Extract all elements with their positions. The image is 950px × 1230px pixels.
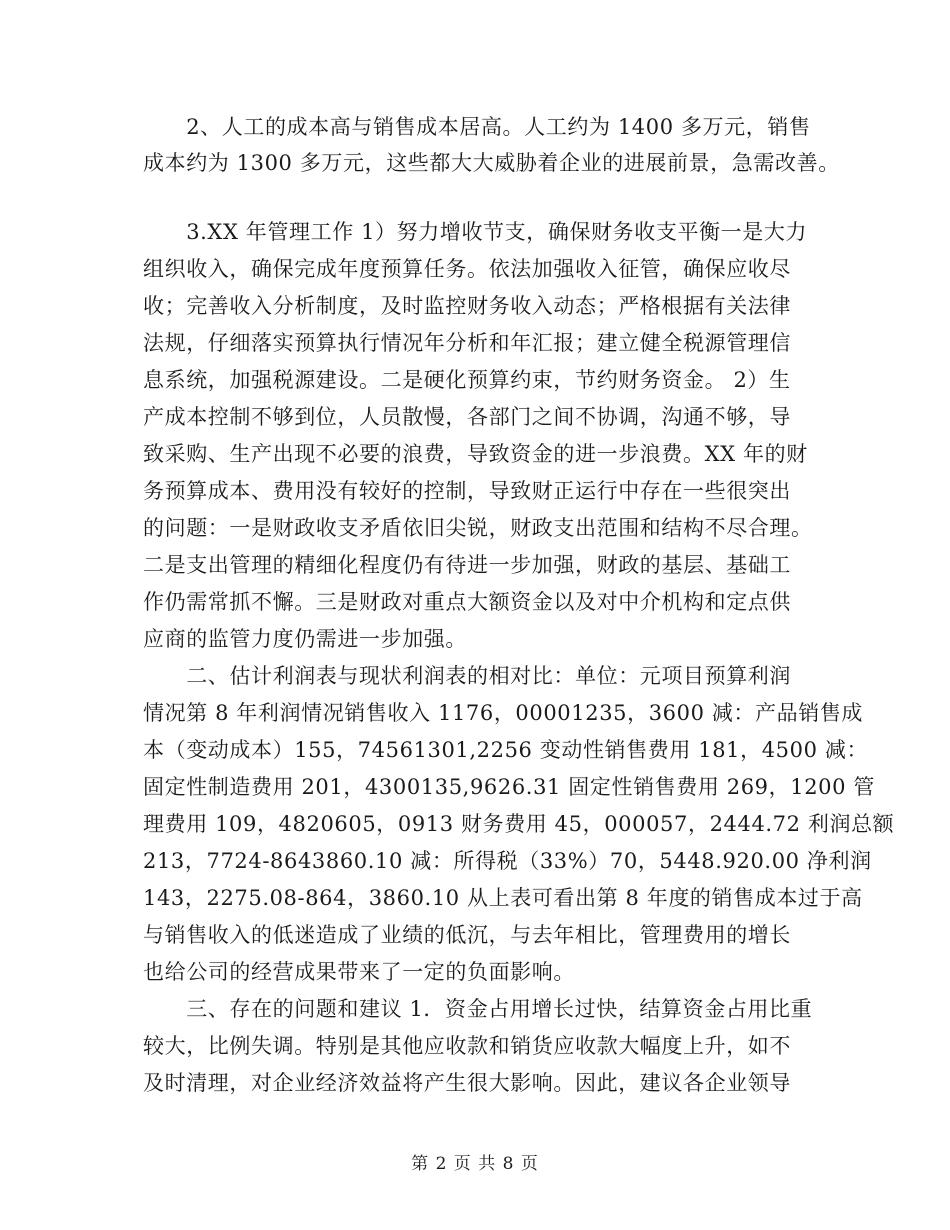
text-line: 情况第 8 年利润情况销售收入 1176，00001235，3600 减：产品销售成 <box>143 701 864 725</box>
text-line: 213，7724-8643860.10 减：所得税（33%）70，5448.920.00 净利润 <box>143 849 872 873</box>
text-line: 143，2275.08-864，3860.10 从上表可看出第 8 年度的销售成本过于高 <box>143 886 863 910</box>
text-line: 作仍需常抓不懈。三是财政对重点大额资金以及对中介机构和定点供 <box>143 590 791 614</box>
text-line: 产成本控制不够到位，人员散慢，各部门之间不协调，沟通不够，导 <box>143 405 791 429</box>
text-line: 与销售收入的低迷造成了业绩的低沉，与去年相比，管理费用的增长 <box>143 923 791 947</box>
text-line: 较大，比例失调。特别是其他应收款和销货应收款大幅度上升，如不 <box>143 1034 791 1058</box>
text-line: 三、存在的问题和建议 1．资金占用增长过快，结算资金占用比重 <box>143 997 813 1021</box>
text-line: 应商的监管力度仍需进一步加强。 <box>143 627 467 651</box>
text-line: 固定性制造费用 201，4300135,9626.31 固定性销售费用 269，1200 管 <box>143 775 875 799</box>
text-line: 二、估计利润表与现状利润表的相对比：单位：元项目预算利润 <box>143 664 791 688</box>
text-line: 法规，仔细落实预算执行情况年分析和年汇报；建立健全税源管理信 <box>143 331 791 355</box>
text-line: 二是支出管理的精细化程度仍有待进一步加强，财政的基层、基础工 <box>143 553 791 577</box>
text-line: 2、人工的成本高与销售成本居高。人工约为 1400 多万元，销售 <box>143 115 811 139</box>
text-line: 组织收入，确保完成年度预算任务。依法加强收入征管，确保应收尽 <box>143 257 791 281</box>
text-line: 收；完善收入分析制度，及时监控财务收入动态；严格根据有关法律 <box>143 294 791 318</box>
text-line: 也给公司的经营成果带来了一定的负面影响。 <box>143 960 575 984</box>
page-number: 第 2 页 共 8 页 <box>411 1154 539 1174</box>
text-line: 理费用 109，4820605，0913 财务费用 45，000057，2444.72 利润总额 <box>143 812 895 836</box>
text-line: 3.XX 年管理工作 1）努力增收节支，确保财务收支平衡一是大力 <box>143 220 808 244</box>
text-line: 务预算成本、费用没有较好的控制，导致财正运行中存在一些很突出 <box>143 479 791 503</box>
text-line: 及时清理，对企业经济效益将产生很大影响。因此，建议各企业领导 <box>143 1071 791 1095</box>
text-line: 本（变动成本）155，74561301,2256 变动性销售费用 181，4500 减： <box>143 738 869 762</box>
text-line: 息系统，加强税源建设。二是硬化预算约束，节约财务资金。 2）生 <box>143 368 791 392</box>
text-line: 成本约为 1300 多万元，这些都大大威胁着企业的进展前景，急需改善。 <box>143 151 840 175</box>
text-line: 致采购、生产出现不必要的浪费，导致资金的进一步浪费。XX 年的财 <box>143 442 808 466</box>
text-line: 的问题：一是财政收支矛盾依旧尖锐，财政支出范围和结构不尽合理。 <box>143 516 813 540</box>
